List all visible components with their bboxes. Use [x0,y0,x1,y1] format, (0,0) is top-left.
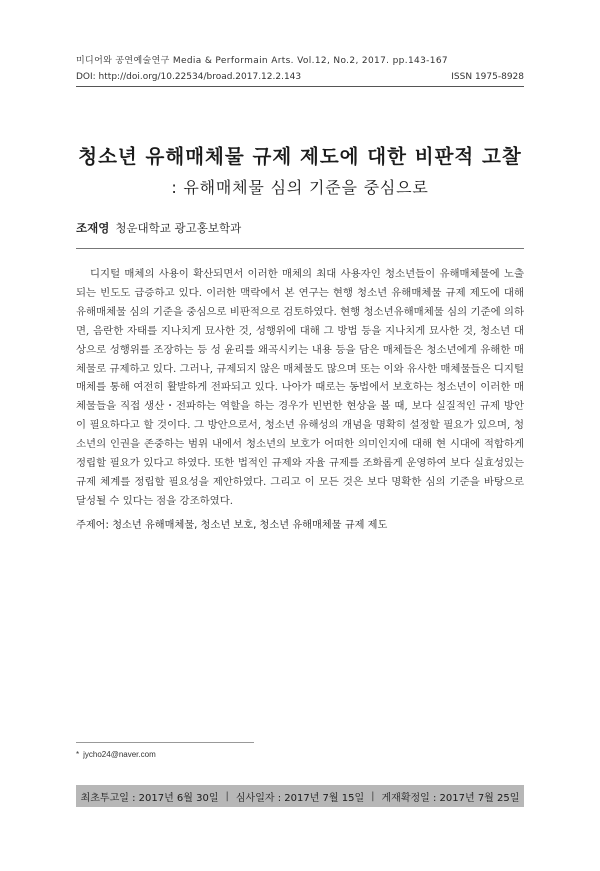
submission-dates-bar [76,785,524,807]
doi-link[interactable]: DOI: http://doi.org/10.22534/broad.2017.12.2.143 [76,72,302,82]
author-affiliation: 청운대학교 광고홍보학과 [115,221,242,235]
date-separator: | [371,790,375,802]
journal-citation: 미디어와 공연예술연구 Media & Performain Arts. Vol.12, No.2, 2017. pp.143-167 [76,56,448,66]
accepted-date: 게재확정일 : 2017년 7월 25일 [381,792,520,804]
abstract: 디지털 매체의 사용이 확산되면서 이러한 매체의 최대 사용자인 청소년들이 유해매체물에 노출되는 빈도도 급증하고 있다. 이러한 맥락에서 본 연구는 현행 청소년 유해매체물 규제 제도에 대해 유해매체물 심의 기준을 중심으로 비판적으로 검토하였다. 현행 청소년유해매체물 심의 기준에 의하면, 음란한 자태를 지나치게 묘사한 것, 성행위에 대해 그 방법 등을 지나치게 묘사한 것, 청소년 대상으로 성행위를 조장하는 등 성 윤리를 왜곡시키는 내용 등을 담은 매체들은 청소년에게 유해한 매체물로 규제하고 있다. 그러나, 규제되지 않은 매체물도 많으며 또는 이와 유사한 매체물들은 디지털 매체를 통해 여전히 활발하게 전파되고 있다. 나아가 때로는 동법에서 보호하는 청소년이 이러한 매체물들을 직접 생산・전파하는 역할을 하는 경우가 빈번한 현상을 볼 때, 보다 실질적인 규제 방안이 필요하다고 할 것이다. 그 방안으로서, 청소년 유해성의 개념을 명확히 설정할 필요가 있으며, 청소년의 인권을 존중하는 범위 내에서 청소년의 보호가 어떠한 의미인지에 대해 현 시대에 적합하게 정립할 필요가 있다고 하였다. 또한 법적인 규제와 자율 규제를 조화롭게 운영하여 보다 실효성있는 규제 체계를 정립할 필요성을 제안하였다. 그리고 이 모든 것은 보다 명확한 심의 기준을 바탕으로 달성될 수 있다는 점을 강조하였다. [76,268,524,507]
footnote-divider [76,742,254,743]
author-email[interactable]: jycho24@naver.com [83,750,156,759]
keywords: 주제어: 청소년 유해매체물, 청소년 보호, 청소년 유해매체물 규제 제도 [76,520,388,531]
footnote [76,750,156,759]
paper-title: 청소년 유해매체물 규제 제도에 대한 비판적 고찰 [78,145,522,168]
issn: ISSN 1975-8928 [451,72,524,82]
paper-subtitle: : 유해매체물 심의 기준을 중심으로 [171,178,429,197]
author-divider [76,248,524,249]
author-name: 조재영 [76,221,110,235]
reviewed-date: 심사일자 : 2017년 7월 15일 [235,792,365,804]
received-date: 최초투고일 : 2017년 6월 30일 [80,792,219,804]
footnote-mark: * [76,750,80,759]
header-divider [76,86,524,87]
author-line [76,220,241,236]
date-separator: | [225,790,229,802]
doi-issn-line [76,72,524,82]
